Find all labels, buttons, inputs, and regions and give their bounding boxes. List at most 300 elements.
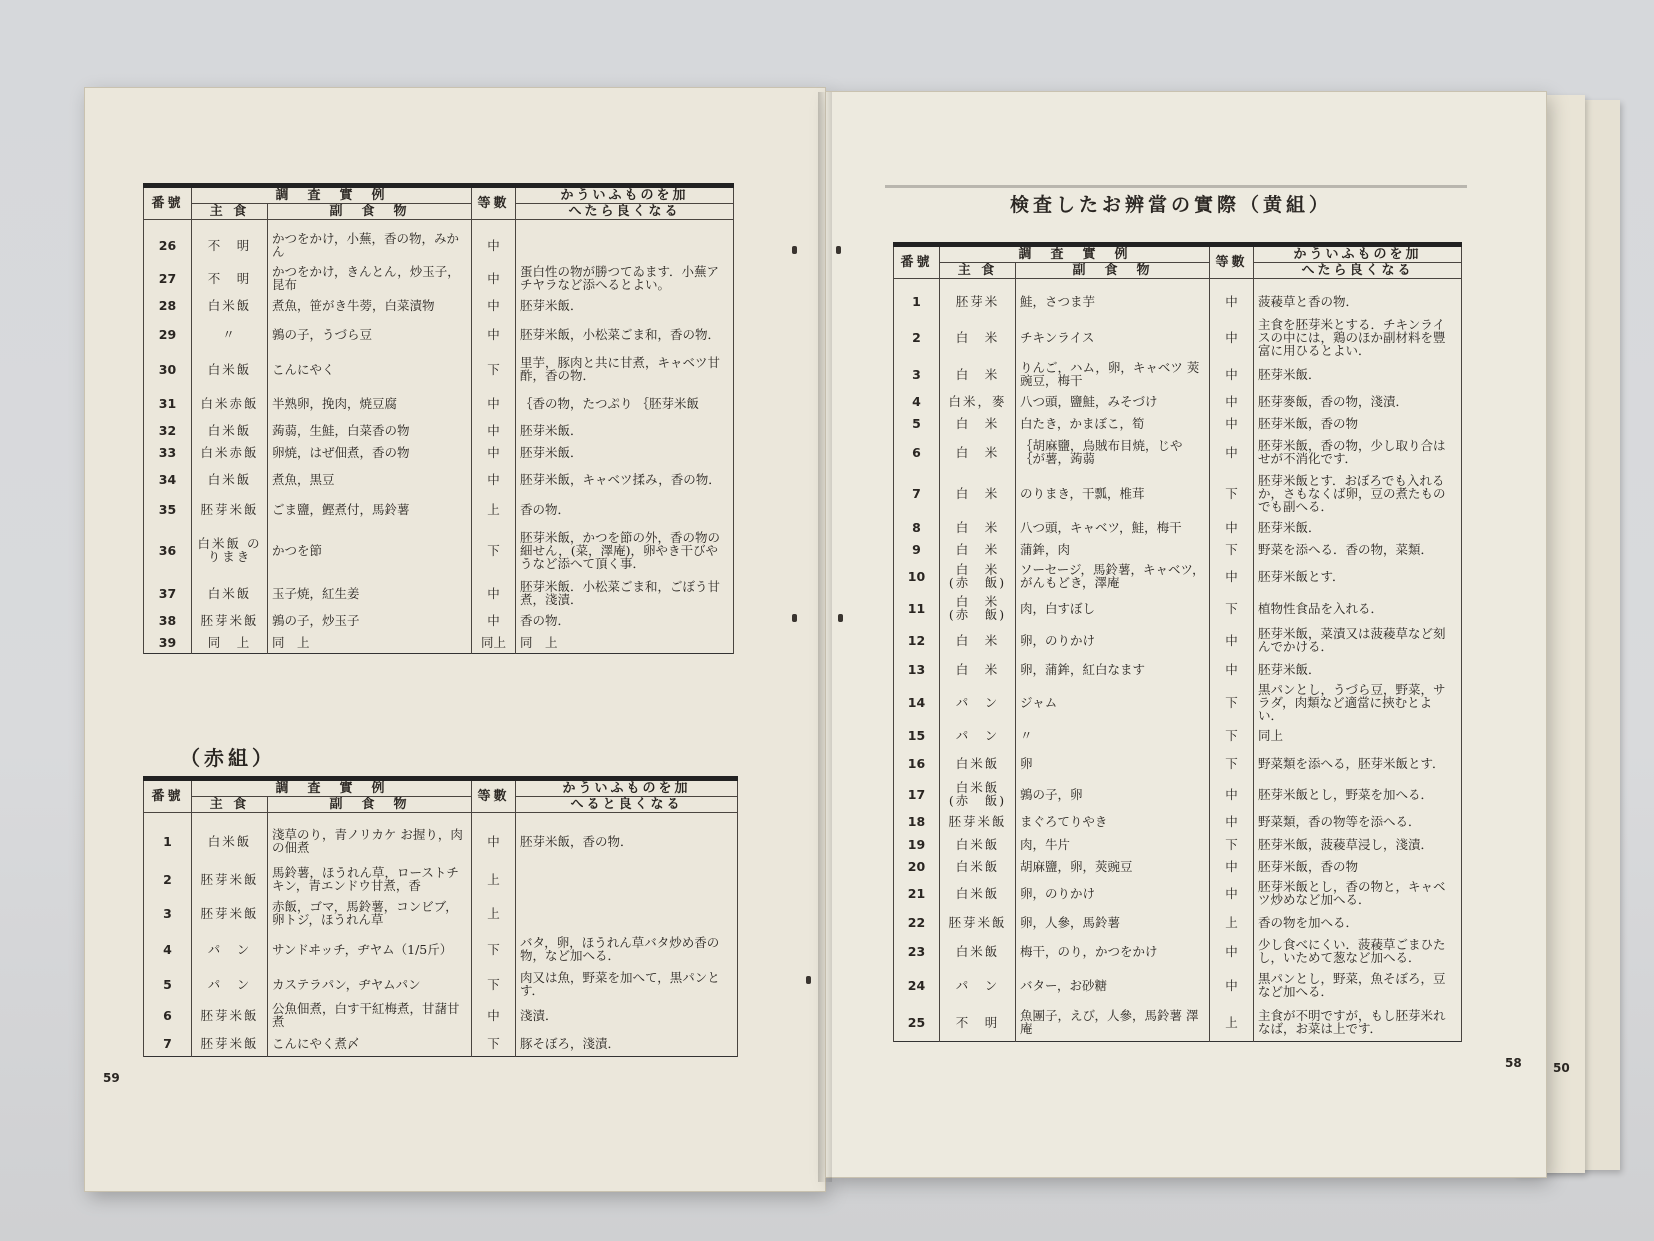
grade: 中 — [472, 317, 516, 351]
staple-food: 胚芽米 — [940, 279, 1016, 317]
row-number: 1 — [894, 279, 940, 317]
improvement: バタ，卵，ほうれん草バタ炒め香の物，など加へる． — [516, 930, 738, 968]
improvement: 植物性食品を入れる． — [1254, 592, 1462, 624]
table-row — [144, 896, 738, 930]
grade: 下 — [1210, 592, 1254, 624]
staple-food: パ ン — [192, 968, 268, 1000]
row-number: 27 — [144, 263, 192, 293]
grade: 中 — [1210, 358, 1254, 390]
improvement: 胚芽米飯，キャベツ揉み，香の物． — [516, 463, 734, 495]
staple-food: 不 明 — [192, 220, 268, 264]
staple-food: 白米飯 — [192, 577, 268, 609]
table-row — [144, 930, 738, 968]
grade: 中 — [1210, 624, 1254, 656]
staple-food: 胚芽米飯 — [192, 609, 268, 631]
row-number: 4 — [894, 390, 940, 412]
row-number: 15 — [894, 723, 940, 747]
grade: 上 — [1210, 909, 1254, 935]
side-dishes: 赤飯，ゴマ，馬鈴薯，コンビブ，卵トジ，ほうれん草 — [268, 896, 472, 930]
page-number-left: 59 — [103, 1071, 120, 1085]
table-row — [894, 877, 1462, 909]
table-row — [144, 463, 734, 495]
grade: 下 — [1210, 470, 1254, 516]
improvement — [516, 896, 738, 930]
improvement: 胚芽米飯． — [516, 419, 734, 441]
staple-food: 白米赤飯 — [192, 387, 268, 419]
row-number: 6 — [894, 434, 940, 470]
staple-food: 白米飯 のりまき — [192, 523, 268, 577]
header-improve-line2: へると良くなる — [516, 797, 738, 813]
table-row — [144, 220, 734, 264]
grade: 中 — [1210, 412, 1254, 434]
side-dishes: サンドヰッチ，ヂヤム（1/5斤） — [268, 930, 472, 968]
side-dishes: 鮭，さつま芋 — [1016, 279, 1210, 317]
grade: 上 — [472, 896, 516, 930]
staple-hole — [792, 614, 797, 622]
table-row — [144, 317, 734, 351]
row-number: 10 — [894, 560, 940, 592]
improvement: 胚芽米飯． — [516, 441, 734, 463]
table-row — [894, 747, 1462, 779]
grade: 下 — [1210, 538, 1254, 560]
table-body — [144, 813, 738, 1057]
grade: 中 — [1210, 316, 1254, 358]
side-dishes: 淺草のり，青ノリカケ お握り，肉の佃煮 — [268, 813, 472, 863]
table-row — [894, 434, 1462, 470]
improvement: 胚芽米飯，香の物，少し取り合はせが不消化です． — [1254, 434, 1462, 470]
table-row — [894, 1003, 1462, 1042]
improvement: 豚そぼろ，淺漬． — [516, 1030, 738, 1057]
grade: 中 — [1210, 390, 1254, 412]
row-number: 32 — [144, 419, 192, 441]
table-row — [894, 390, 1462, 412]
row-number: 22 — [894, 909, 940, 935]
row-number: 7 — [144, 1030, 192, 1057]
staple-food: 同 上 — [192, 631, 268, 654]
improvement: 胚芽米飯． — [516, 293, 734, 317]
table-row — [144, 631, 734, 654]
table-row — [894, 538, 1462, 560]
side-dishes: かつを節 — [268, 523, 472, 577]
side-dishes: 卵，のりかけ — [1016, 624, 1210, 656]
row-number: 3 — [144, 896, 192, 930]
header-side-dish: 副 食 物 — [268, 204, 472, 220]
staple-hole — [792, 246, 797, 254]
row-number: 7 — [894, 470, 940, 516]
top-rule — [885, 185, 1467, 188]
table-body — [894, 279, 1462, 1042]
table-row — [894, 656, 1462, 682]
staple-food: 白 米 — [940, 656, 1016, 682]
header-survey: 調 査 實 例 — [940, 245, 1210, 263]
staple-food: パ ン — [940, 967, 1016, 1003]
side-dishes: 魚團子，えび，人參，馬鈴薯 澤庵 — [1016, 1003, 1210, 1042]
side-dishes: 八つ頭，鹽鮭，みそづけ — [1016, 390, 1210, 412]
row-number: 8 — [894, 516, 940, 538]
staple-food: 白 米 — [940, 516, 1016, 538]
row-number: 24 — [894, 967, 940, 1003]
row-number: 4 — [144, 930, 192, 968]
grade: 中 — [1210, 779, 1254, 809]
table-row — [894, 412, 1462, 434]
red-group-table — [143, 776, 738, 1057]
side-dishes: 鶉の子，うづら豆 — [268, 317, 472, 351]
row-number: 3 — [894, 358, 940, 390]
staple-hole — [836, 246, 841, 254]
side-dishes: 鶉の子，卵 — [1016, 779, 1210, 809]
staple-food: 白米飯 — [192, 813, 268, 863]
improvement: 香の物． — [516, 609, 734, 631]
side-dishes: 馬鈴薯，ほうれん草，ローストチキン，青エンドウ甘煮，香 — [268, 862, 472, 896]
grade: 中 — [472, 577, 516, 609]
book-spine — [818, 92, 832, 1182]
improvement: 里芋，豚肉と共に甘煮，キャベツ甘酢，香の物． — [516, 351, 734, 387]
table-row — [144, 1000, 738, 1030]
row-number: 2 — [894, 316, 940, 358]
yellow-group-table-continued — [143, 183, 734, 654]
grade: 中 — [1210, 656, 1254, 682]
side-dishes: 鶉の子，炒玉子 — [268, 609, 472, 631]
table-row — [144, 813, 738, 863]
grade: 下 — [1210, 833, 1254, 855]
side-dishes: こんにやく — [268, 351, 472, 387]
grade: 同上 — [472, 631, 516, 654]
row-number: 36 — [144, 523, 192, 577]
header-improve-line1: かういふものを加 — [1254, 245, 1462, 263]
staple-food: 白 米 — [940, 358, 1016, 390]
staple-food: 胚芽米飯 — [192, 862, 268, 896]
improvement: 胚芽米飯，菠薐草浸し，淺漬． — [1254, 833, 1462, 855]
grade: 中 — [1210, 877, 1254, 909]
improvement: 胚芽米飯，香の物 — [1254, 855, 1462, 877]
row-number: 12 — [894, 624, 940, 656]
side-dishes: 煮魚，笹がき牛蒡，白菜漬物 — [268, 293, 472, 317]
table-row — [144, 495, 734, 523]
row-number: 29 — [144, 317, 192, 351]
header-survey: 調 査 實 例 — [192, 186, 472, 204]
improvement: 胚芽米飯，香の物． — [516, 813, 738, 863]
table-row — [144, 441, 734, 463]
row-number: 39 — [144, 631, 192, 654]
staple-hole — [806, 976, 811, 984]
staple-food: 白 米 — [940, 538, 1016, 560]
grade: 中 — [1210, 279, 1254, 317]
table-row — [894, 833, 1462, 855]
improvement: 胚芽米飯とす． — [1254, 560, 1462, 592]
staple-food: 白米飯 — [192, 463, 268, 495]
grade: 下 — [472, 930, 516, 968]
row-number: 6 — [144, 1000, 192, 1030]
staple-food: 白 米 — [940, 434, 1016, 470]
row-number: 14 — [894, 682, 940, 723]
improvement: 蛋白性の物が勝つてゐます．小蕪アチヤラなど添へるとよい。 — [516, 263, 734, 293]
table-row — [894, 682, 1462, 723]
side-dishes: 半熟卵，挽肉，焼豆腐 — [268, 387, 472, 419]
row-number: 26 — [144, 220, 192, 264]
improvement: 少し食べにくい．菠薐草ごまひたし，いためて葱など加へる． — [1254, 935, 1462, 967]
improvement: 主食が不明ですが，もし胚芽米れなば，お菜は上です． — [1254, 1003, 1462, 1042]
table-row — [894, 560, 1462, 592]
staple-food: 胚芽米飯 — [192, 896, 268, 930]
grade: 中 — [472, 441, 516, 463]
side-dishes: バター，お砂糖 — [1016, 967, 1210, 1003]
improvement: 同上 — [1254, 723, 1462, 747]
staple-food: 白米飯 — [192, 293, 268, 317]
grade: 中 — [1210, 935, 1254, 967]
grade: 下 — [472, 523, 516, 577]
side-dishes: 八つ頭，キャベツ，鮭，梅干 — [1016, 516, 1210, 538]
grade: 中 — [1210, 516, 1254, 538]
improvement: ｛香の物，たつぷり ｛胚芽米飯 — [516, 387, 734, 419]
improvement: 野菜を添へる．香の物，菜類． — [1254, 538, 1462, 560]
side-dishes: ｛胡麻鹽，烏賊布目焼，じや ｛が薯，蒟蒻 — [1016, 434, 1210, 470]
improvement: 胚芽米飯とし，香の物と，キャベツ炒めなど加へる． — [1254, 877, 1462, 909]
staple-food: 白 米 — [940, 412, 1016, 434]
side-dishes: 梅干，のり，かつをかけ — [1016, 935, 1210, 967]
header-number: 番號 — [144, 186, 192, 220]
side-dishes: 肉，白すぼし — [1016, 592, 1210, 624]
side-dishes: まぐろてりやき — [1016, 809, 1210, 833]
side-dishes: こんにやく煮〆 — [268, 1030, 472, 1057]
improvement: 胚芽米飯． — [1254, 358, 1462, 390]
staple-food: 白米飯 — [940, 877, 1016, 909]
improvement: 胚芽米飯とし，野菜を加へる． — [1254, 779, 1462, 809]
side-dishes: 卵，人參，馬鈴薯 — [1016, 909, 1210, 935]
grade: 中 — [1210, 809, 1254, 833]
staple-food: 白米飯 — [940, 833, 1016, 855]
row-number: 17 — [894, 779, 940, 809]
row-number: 37 — [144, 577, 192, 609]
grade: 中 — [472, 387, 516, 419]
side-dishes: 公魚佃煮，白す干紅梅煮，甘藷甘煮 — [268, 1000, 472, 1030]
row-number: 21 — [894, 877, 940, 909]
improvement: 胚芽米飯，菜漬又は菠薐草など刻んでかける． — [1254, 624, 1462, 656]
side-dishes: 煮魚，黒豆 — [268, 463, 472, 495]
page-number-back: 50 — [1553, 1061, 1570, 1075]
side-dishes: 肉，牛片 — [1016, 833, 1210, 855]
table-row — [144, 351, 734, 387]
grade: 中 — [472, 609, 516, 631]
side-dishes: 同 上 — [268, 631, 472, 654]
staple-food: パ ン — [192, 930, 268, 968]
grade: 中 — [472, 419, 516, 441]
side-dishes: ごま鹽，鰹煮付，馬鈴薯 — [268, 495, 472, 523]
staple-food: 白米，麥 — [940, 390, 1016, 412]
header-improve-line2: へたら良くなる — [1254, 263, 1462, 279]
header-number: 番號 — [144, 779, 192, 813]
row-number: 16 — [894, 747, 940, 779]
row-number: 23 — [894, 935, 940, 967]
grade: 上 — [472, 862, 516, 896]
staple-food: 不 明 — [940, 1003, 1016, 1042]
grade: 中 — [1210, 560, 1254, 592]
row-number: 1 — [144, 813, 192, 863]
staple-food: 白 米 — [940, 316, 1016, 358]
grade: 中 — [1210, 855, 1254, 877]
staple-food: 胚芽米飯 — [192, 1030, 268, 1057]
side-dishes: 蒲鉾，肉 — [1016, 538, 1210, 560]
table-row — [894, 470, 1462, 516]
table-row — [144, 968, 738, 1000]
staple-food: 白米飯 — [940, 747, 1016, 779]
improvement: 胚芽米飯，かつを節の外，香の物の細せん，(菜，澤庵)，卵やき干びやうなど添へて頂く事． — [516, 523, 734, 577]
improvement: 肉又は魚，野菜を加へて，黒パンとす． — [516, 968, 738, 1000]
page-title: 検査したお辨當の實際（黄組） — [1010, 194, 1333, 216]
row-number: 2 — [144, 862, 192, 896]
staple-food: 胚芽米飯 — [192, 495, 268, 523]
improvement: 黒パンとし，野菜，魚そぼろ，豆など加へる． — [1254, 967, 1462, 1003]
yellow-group-table — [893, 242, 1462, 1042]
staple-food: 白 米 — [940, 470, 1016, 516]
grade: 中 — [472, 220, 516, 264]
side-dishes: かつをかけ，きんとん，炒玉子，昆布 — [268, 263, 472, 293]
improvement: 胚芽米飯，香の物 — [1254, 412, 1462, 434]
side-dishes: カステラパン，ヂヤムパン — [268, 968, 472, 1000]
row-number: 20 — [894, 855, 940, 877]
improvement: 胚芽麥飯，香の物，淺漬． — [1254, 390, 1462, 412]
grade: 中 — [472, 293, 516, 317]
staple-food: 白米赤飯 — [192, 441, 268, 463]
staple-food: 胚芽米飯 — [940, 909, 1016, 935]
table-row — [144, 609, 734, 631]
row-number: 19 — [894, 833, 940, 855]
row-number: 35 — [144, 495, 192, 523]
table-row — [144, 263, 734, 293]
row-number: 34 — [144, 463, 192, 495]
staple-food: パ ン — [940, 682, 1016, 723]
side-dishes: 胡麻鹽，卵，莢豌豆 — [1016, 855, 1210, 877]
table-row — [894, 909, 1462, 935]
staple-food: 白米飯 (赤 飯) — [940, 779, 1016, 809]
improvement: 野菜類，香の物等を添へる． — [1254, 809, 1462, 833]
side-dishes: ソーセージ，馬鈴薯，キャベツ，がんもどき，澤庵 — [1016, 560, 1210, 592]
header-grade: 等數 — [472, 186, 516, 220]
staple-food: 不 明 — [192, 263, 268, 293]
header-staple: 主 食 — [940, 263, 1016, 279]
row-number: 5 — [894, 412, 940, 434]
side-dishes: 卵，蒲鉾，紅白なます — [1016, 656, 1210, 682]
staple-food: 胚芽米飯 — [192, 1000, 268, 1030]
side-dishes: 卵，のりかけ — [1016, 877, 1210, 909]
staple-food: 白米飯 — [940, 935, 1016, 967]
grade: 下 — [472, 351, 516, 387]
table-row — [894, 358, 1462, 390]
side-dishes: 白たき，かまぼこ，筍 — [1016, 412, 1210, 434]
header-improve-line2: へたら良くなる — [516, 204, 734, 220]
grade: 中 — [1210, 434, 1254, 470]
grade: 上 — [1210, 1003, 1254, 1042]
grade: 下 — [472, 1030, 516, 1057]
table-row — [894, 855, 1462, 877]
table-row — [894, 809, 1462, 833]
header-staple: 主 食 — [192, 204, 268, 220]
row-number: 25 — [894, 1003, 940, 1042]
side-dishes: 卵 — [1016, 747, 1210, 779]
improvement — [516, 220, 734, 264]
row-number: 28 — [144, 293, 192, 317]
side-dishes: 蒟蒻，生鮭，白菜香の物 — [268, 419, 472, 441]
table-row — [144, 577, 734, 609]
table-row — [894, 935, 1462, 967]
side-dishes: 〃 — [1016, 723, 1210, 747]
staple-food: 白米飯 — [192, 419, 268, 441]
grade: 中 — [472, 263, 516, 293]
red-group-label: （赤組） — [180, 746, 276, 770]
table-row — [144, 1030, 738, 1057]
row-number: 11 — [894, 592, 940, 624]
staple-food: 白 米 — [940, 624, 1016, 656]
improvement: 野菜類を添へる，胚芽米飯とす． — [1254, 747, 1462, 779]
row-number: 31 — [144, 387, 192, 419]
grade: 中 — [472, 1000, 516, 1030]
header-side-dish: 副 食 物 — [1016, 263, 1210, 279]
header-number: 番號 — [894, 245, 940, 279]
improvement: 香の物を加へる． — [1254, 909, 1462, 935]
improvement — [516, 862, 738, 896]
table-row — [894, 592, 1462, 624]
grade: 中 — [472, 463, 516, 495]
header-grade: 等數 — [1210, 245, 1254, 279]
staple-food: 胚芽米飯 — [940, 809, 1016, 833]
table-row — [894, 779, 1462, 809]
improvement: 胚芽米飯．小松菜ごま和，ごぼう甘煮，淺漬． — [516, 577, 734, 609]
header-staple: 主 食 — [192, 797, 268, 813]
row-number: 18 — [894, 809, 940, 833]
improvement: 淺漬． — [516, 1000, 738, 1030]
grade: 下 — [1210, 682, 1254, 723]
header-improve-line1: かういふものを加 — [516, 779, 738, 797]
row-number: 38 — [144, 609, 192, 631]
table-row — [144, 419, 734, 441]
improvement: 香の物． — [516, 495, 734, 523]
table-row — [144, 387, 734, 419]
side-dishes: ジャム — [1016, 682, 1210, 723]
table-row — [894, 316, 1462, 358]
header-side-dish: 副 食 物 — [268, 797, 472, 813]
staple-food: 白 米 (赤 飯) — [940, 560, 1016, 592]
row-number: 5 — [144, 968, 192, 1000]
row-number: 33 — [144, 441, 192, 463]
table-row — [144, 293, 734, 317]
table-row — [894, 516, 1462, 538]
improvement: 胚芽米飯． — [1254, 656, 1462, 682]
side-dishes: チキンライス — [1016, 316, 1210, 358]
table-row — [894, 723, 1462, 747]
side-dishes: のりまき，干瓢，椎茸 — [1016, 470, 1210, 516]
staple-hole — [838, 614, 843, 622]
staple-food: 白米飯 — [940, 855, 1016, 877]
improvement: 胚芽米飯． — [1254, 516, 1462, 538]
staple-food: 〃 — [192, 317, 268, 351]
improvement: 胚芽米飯とす．おぼろでも入れるか，さもなくば卵，豆の煮たものでも副へる． — [1254, 470, 1462, 516]
row-number: 30 — [144, 351, 192, 387]
grade: 上 — [472, 495, 516, 523]
side-dishes: かつをかけ，小蕪，香の物，みかん — [268, 220, 472, 264]
staple-food: 白 米 (赤 飯) — [940, 592, 1016, 624]
table-body — [144, 220, 734, 654]
page-number-right: 58 — [1505, 1056, 1522, 1070]
improvement: 胚芽米飯，小松菜ごま和，香の物． — [516, 317, 734, 351]
grade: 下 — [1210, 747, 1254, 779]
side-dishes: 玉子焼，紅生姜 — [268, 577, 472, 609]
grade: 下 — [1210, 723, 1254, 747]
header-improve-line1: かういふものを加 — [516, 186, 734, 204]
header-grade: 等數 — [472, 779, 516, 813]
table-row — [894, 624, 1462, 656]
header-survey: 調 査 實 例 — [192, 779, 472, 797]
improvement: 菠薐草と香の物． — [1254, 279, 1462, 317]
staple-food: 白米飯 — [192, 351, 268, 387]
